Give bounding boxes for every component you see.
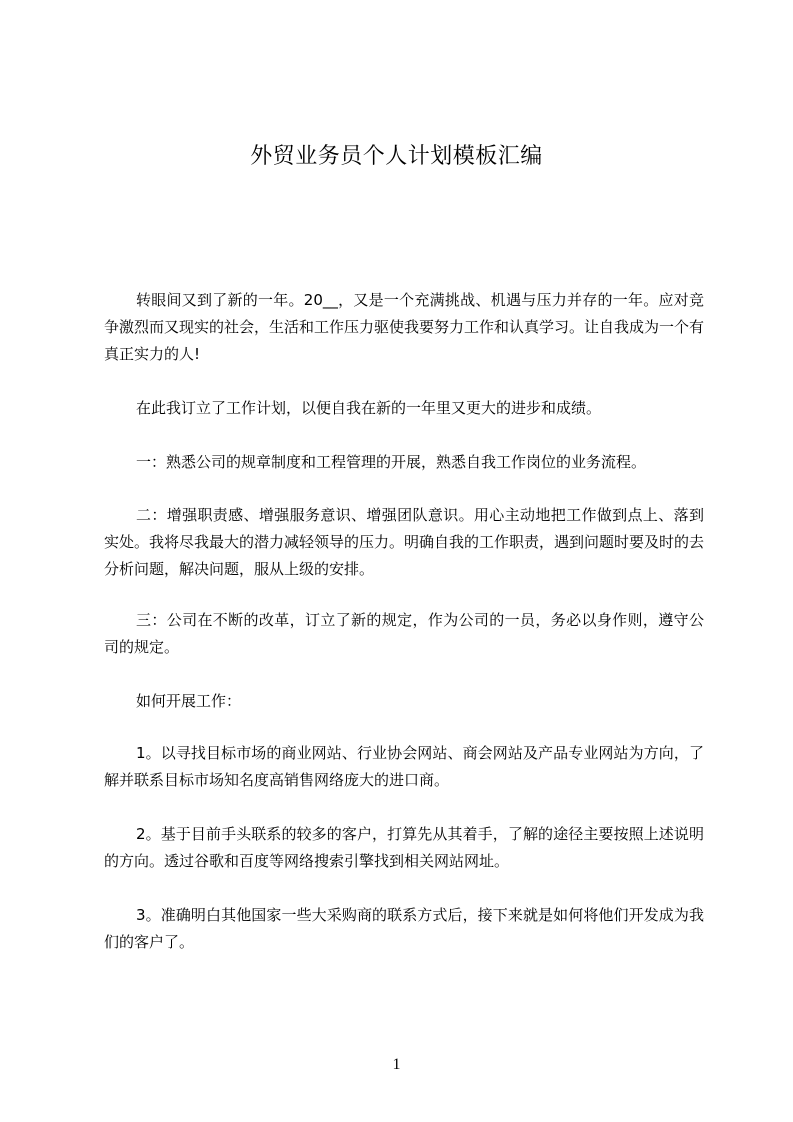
paragraph-step-three: 3。准确明白其他国家一些大采购商的联系方式后，接下来就是如何将他们开发成为我们的客户了。 bbox=[104, 906, 704, 951]
paragraph-step-two: 2。基于目前手头联系的较多的客户，打算先从其着手，了解的途径主要按照上述说明的方向。透过谷歌和百度等网络搜索引擎找到相关网站网址。 bbox=[104, 825, 704, 870]
paragraph-how-to-work-heading: 如何开展工作： bbox=[136, 692, 242, 710]
paragraph-point-three: 三：公司在不断的改革，订立了新的规定，作为公司的一员，务必以身作则，遵守公司的规定。 bbox=[104, 611, 704, 656]
paragraph-step-one: 1。以寻找目标市场的商业网站、行业协会网站、商会网站及产品专业网站为方向，了解并联系目标市场知名度高销售网络庞大的进口商。 bbox=[104, 744, 704, 789]
paragraph-point-one: 一：熟悉公司的规章制度和工程管理的开展，熟悉自我工作岗位的业务流程。 bbox=[136, 453, 647, 471]
paragraph-point-two: 二：增强职责感、增强服务意识、增强团队意识。用心主动地把工作做到点上、落到实处。我将尽我最大的潜力减轻领导的压力。明确自我的工作职责，遇到问题时要及时的去分析问题，解决问题，服从上级的安排。 bbox=[104, 506, 705, 578]
document-title: 外贸业务员个人计划模板汇编 bbox=[250, 144, 543, 169]
paragraph-intro: 转眼间又到了新的一年。20__，又是一个充满挑战、机遇与压力并存的一年。应对竞争激烈而又现实的社会，生活和工作压力驱使我要努力工作和认真学习。让自我成为一个有真正实力的人! bbox=[104, 291, 705, 363]
paragraph-plan-statement: 在此我订立了工作计划，以便自我在新的一年里又更大的进步和成绩。 bbox=[136, 399, 602, 417]
page-number: 1 bbox=[392, 1056, 401, 1073]
